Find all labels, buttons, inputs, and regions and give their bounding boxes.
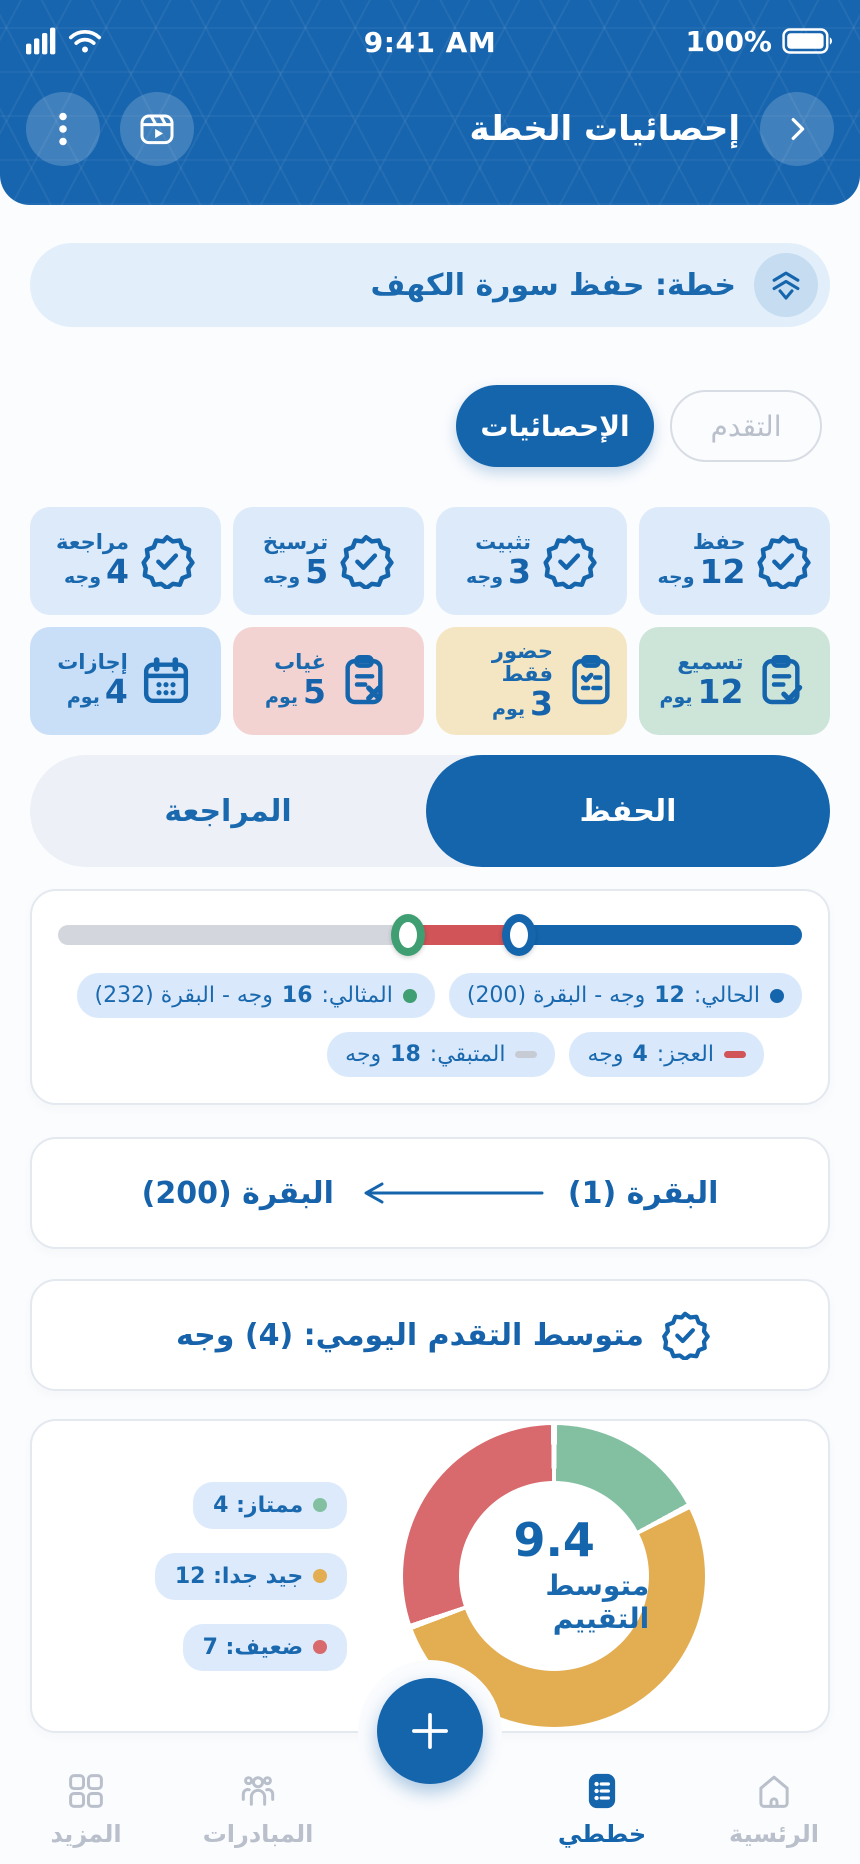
badge-check-icon (338, 533, 394, 589)
stat-unit: يوم (492, 697, 526, 720)
stat-card-consolidation[interactable] (436, 507, 627, 615)
plan-card[interactable] (30, 243, 830, 327)
header-nav-row (26, 92, 834, 166)
menu-button[interactable] (26, 92, 100, 166)
legend-chip-very-good: جيد جدا: 12 (155, 1553, 347, 1600)
stat-label: إجازات (57, 650, 128, 675)
stat-unit: يوم (66, 686, 100, 709)
tabs-row (38, 385, 822, 467)
stat-value: 5 (303, 672, 326, 712)
reels-button[interactable] (120, 92, 194, 166)
very-good-dot (313, 1569, 327, 1583)
bottom-nav (0, 1754, 860, 1864)
stat-card-memorized[interactable] (639, 507, 830, 615)
legend-chip-remaining: المتبقي: 18 وجه (327, 1032, 555, 1077)
legend-chip-excellent: ممتاز: 4 (193, 1482, 347, 1529)
stat-value: 4 (106, 552, 129, 592)
range-end: البقرة (200) (141, 1175, 334, 1211)
ideal-dot (403, 989, 417, 1003)
stat-card-vacations[interactable] (30, 627, 221, 735)
average-rating-value: 9.4 (513, 1513, 595, 1567)
stat-unit: وجه (657, 566, 695, 589)
legend-chip-weak: ضعيف: 7 (183, 1624, 348, 1671)
people-icon (237, 1770, 279, 1812)
stat-unit: وجه (263, 566, 301, 589)
plans-list-icon (581, 1770, 623, 1812)
stat-value: 3 (530, 683, 553, 723)
stat-unit: وجه (64, 566, 102, 589)
stat-label: غياب (274, 650, 326, 675)
stat-value: 12 (699, 552, 746, 592)
arrow-left-icon (356, 1180, 546, 1206)
status-time: 9:41 AM (363, 26, 497, 59)
stat-label: تسميع (677, 650, 744, 675)
slider-legend-row-1 (58, 973, 802, 1018)
stat-label: ترسيخ (262, 530, 329, 555)
nav-item-initiatives[interactable]: المبادرات (172, 1770, 344, 1848)
segment-review[interactable]: المراجعة (30, 755, 426, 867)
back-button[interactable] (760, 92, 834, 166)
slider-segment-current (519, 925, 802, 945)
stat-label: مراجعة (56, 530, 129, 555)
status-bar (26, 18, 834, 64)
app-header (0, 0, 860, 205)
stat-value: 5 (305, 552, 329, 592)
progress-slider-card (30, 889, 830, 1105)
slider-handle-current[interactable] (502, 914, 536, 956)
badge-check-icon (755, 533, 811, 589)
badge-check-icon (660, 1310, 710, 1360)
app-logo-icon (754, 253, 818, 317)
slider-handle-ideal[interactable] (391, 914, 425, 956)
current-dot (770, 989, 784, 1003)
tab-progress[interactable]: التقدم (670, 390, 822, 462)
rating-legend (155, 1482, 347, 1671)
range-start: البقرة (1) (567, 1175, 719, 1211)
stat-value: 12 (697, 672, 744, 712)
average-rating-label: متوسط التقييم (545, 1569, 650, 1635)
clipboard-x-icon (336, 653, 392, 709)
grid-icon (65, 1770, 107, 1812)
remaining-dash (515, 1051, 537, 1058)
chevron-right-icon (782, 114, 812, 144)
slider-segment-remaining (58, 925, 408, 945)
stat-card-anchoring[interactable] (233, 507, 424, 615)
legend-chip-ideal: المثالي: 16 وجه - البقرة (232) (77, 973, 435, 1018)
deficit-dash (724, 1051, 746, 1058)
stat-card-attendance-only[interactable] (436, 627, 627, 735)
excellent-dot (313, 1498, 327, 1512)
memorization-review-toggle (30, 755, 830, 867)
stat-value: 3 (508, 552, 531, 592)
kebab-menu-icon (48, 109, 78, 149)
battery-percent: 100% (685, 24, 772, 58)
wifi-icon (68, 26, 102, 56)
stat-card-absence[interactable] (233, 627, 424, 735)
stat-value: 4 (104, 672, 128, 712)
stat-card-recitation[interactable] (639, 627, 830, 735)
segment-memorization[interactable]: الحفظ (426, 755, 830, 867)
daily-average-card (30, 1279, 830, 1391)
daily-average-text: متوسط التقدم اليومي: (4) وجه (175, 1317, 644, 1353)
stat-label: حضور فقط (491, 638, 553, 686)
badge-check-icon (541, 533, 597, 589)
nav-item-more[interactable]: المزيد (0, 1770, 172, 1848)
stats-grid (30, 507, 830, 735)
page-title: إحصائيات الخطة (469, 109, 740, 149)
donut-center (459, 1481, 649, 1671)
calendar-icon (138, 653, 194, 709)
stat-unit: وجه (466, 566, 504, 589)
nav-item-home[interactable]: الرئسية (688, 1770, 860, 1848)
stat-unit: يوم (659, 686, 693, 709)
reels-icon (137, 109, 177, 149)
nav-item-my-plans[interactable]: خططي (516, 1770, 688, 1848)
clipboard-check-icon (753, 653, 809, 709)
slider-legend-row-2 (58, 1032, 802, 1077)
stat-label: تثبيت (475, 530, 531, 555)
clipboard-list-icon (563, 653, 619, 709)
stat-unit: يوم (265, 686, 299, 709)
stat-card-review[interactable] (30, 507, 221, 615)
badge-check-icon (139, 533, 195, 589)
legend-chip-deficit: العجز: 4 وجه (569, 1032, 764, 1077)
progress-slider[interactable] (58, 925, 802, 945)
stat-label: حفظ (692, 530, 746, 555)
plus-icon (407, 1708, 453, 1754)
surah-range-card (30, 1137, 830, 1249)
home-icon (753, 1770, 795, 1812)
plan-title: خطة: حفظ سورة الكهف (370, 267, 736, 303)
legend-chip-current: الحالي: 12 وجه - البقرة (200) (449, 973, 802, 1018)
signal-icon (26, 26, 58, 56)
battery-icon (782, 27, 834, 55)
tab-statistics[interactable]: الإحصائيات (456, 385, 654, 467)
weak-dot (313, 1640, 327, 1654)
